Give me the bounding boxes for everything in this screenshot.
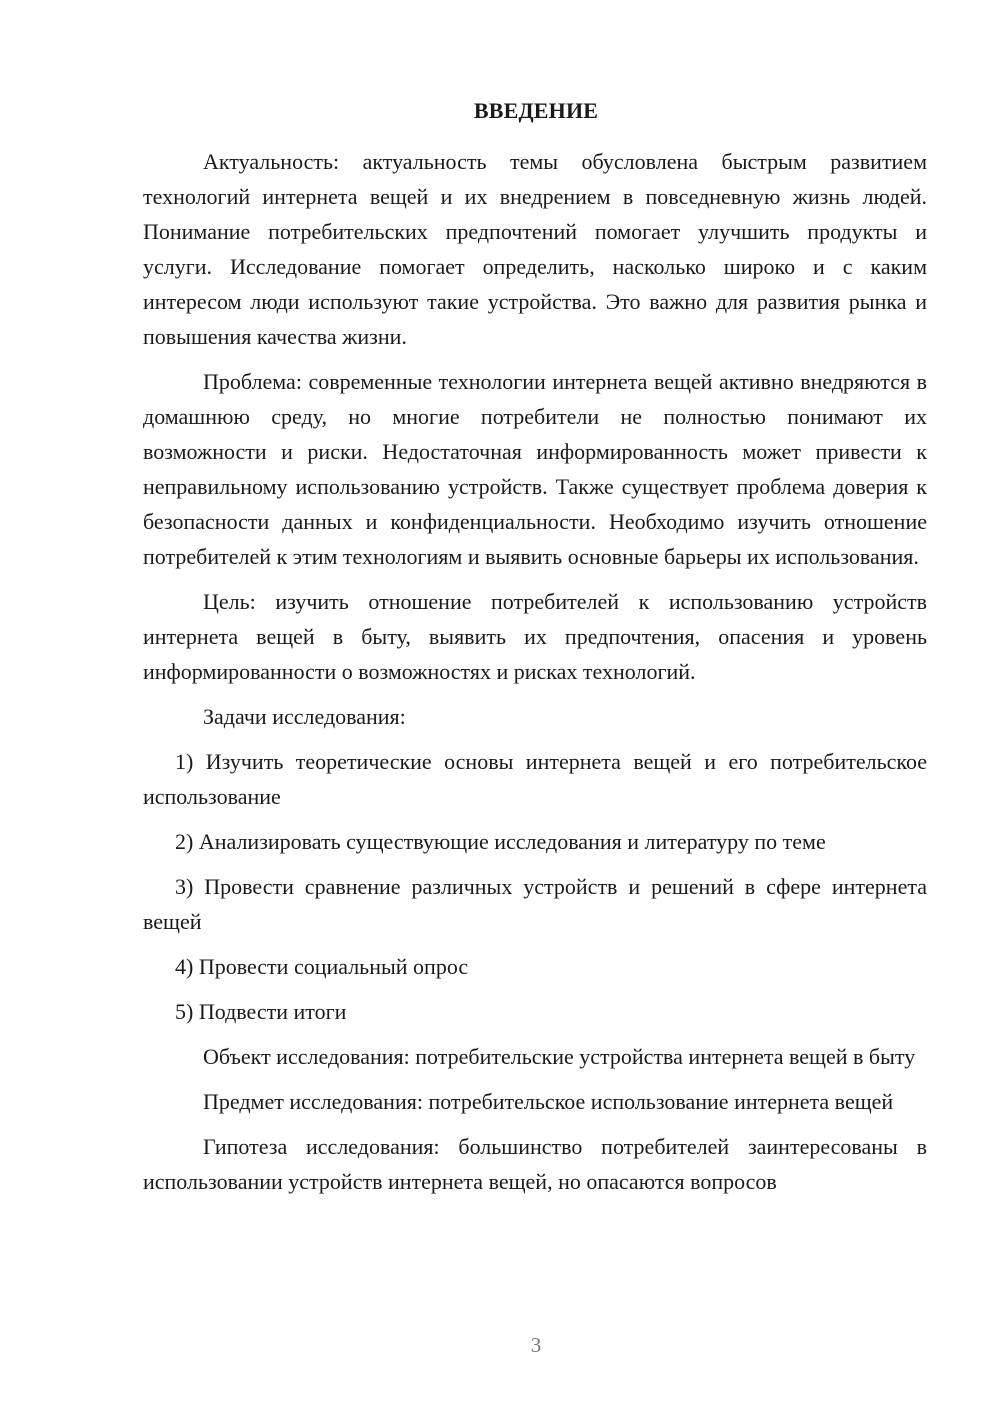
task-item: 5) Подвести итоги — [175, 999, 347, 1024]
paragraph-problem: Проблема: современные технологии интернета вещей активно внедряются в домашнюю среду, но многие потребители не полностью понимают их возможности и риски. Недостаточная информированность может привести к неправильному использованию устройств. Также существует проблема доверия к безопасности данных и конфиденциальности. Необходимо изучить отношение потребителей к этим технологиям и выявить основные барьеры их использования. — [143, 369, 927, 569]
tasks-heading: Задачи исследования: — [203, 704, 406, 729]
section-title: ВВЕДЕНИЕ — [473, 98, 599, 123]
page-body — [143, 144, 927, 1209]
task-item: 2) Анализировать существующие исследования и литературу по теме — [175, 829, 826, 854]
task-item: 4) Провести социальный опрос — [175, 954, 469, 979]
task-item: 1) Изучить теоретические основы интернета вещей и его потребительское использование — [143, 749, 927, 809]
paragraph-subject: Предмет исследования: потребительское использование интернета вещей — [203, 1089, 894, 1114]
paragraph-relevance: Актуальность: актуальность темы обусловлена быстрым развитием технологий интернета вещей и их внедрением в повседневную жизнь людей. Понимание потребительских предпочтений помогает улучшить продукты и услуги. Исследование помогает определить, насколько широко и с каким интересом люди используют такие устройства. Это важно для развития рынка и повышения качества жизни. — [143, 149, 927, 349]
page-number: 3 — [530, 1333, 542, 1357]
paragraph-object: Объект исследования: потребительские устройства интернета вещей в быту — [203, 1044, 916, 1069]
paragraph-goal: Цель: изучить отношение потребителей к использованию устройств интернета вещей в быту, выявить их предпочтения, опасения и уровень информированности о возможностях и рисках технологий. — [143, 589, 927, 684]
task-item: 3) Провести сравнение различных устройств и решений в сфере интернета вещей — [143, 874, 927, 934]
paragraph-hypothesis: Гипотеза исследования: большинство потребителей заинтересованы в использовании устройств интернета вещей, но опасаются вопросов — [143, 1134, 927, 1194]
